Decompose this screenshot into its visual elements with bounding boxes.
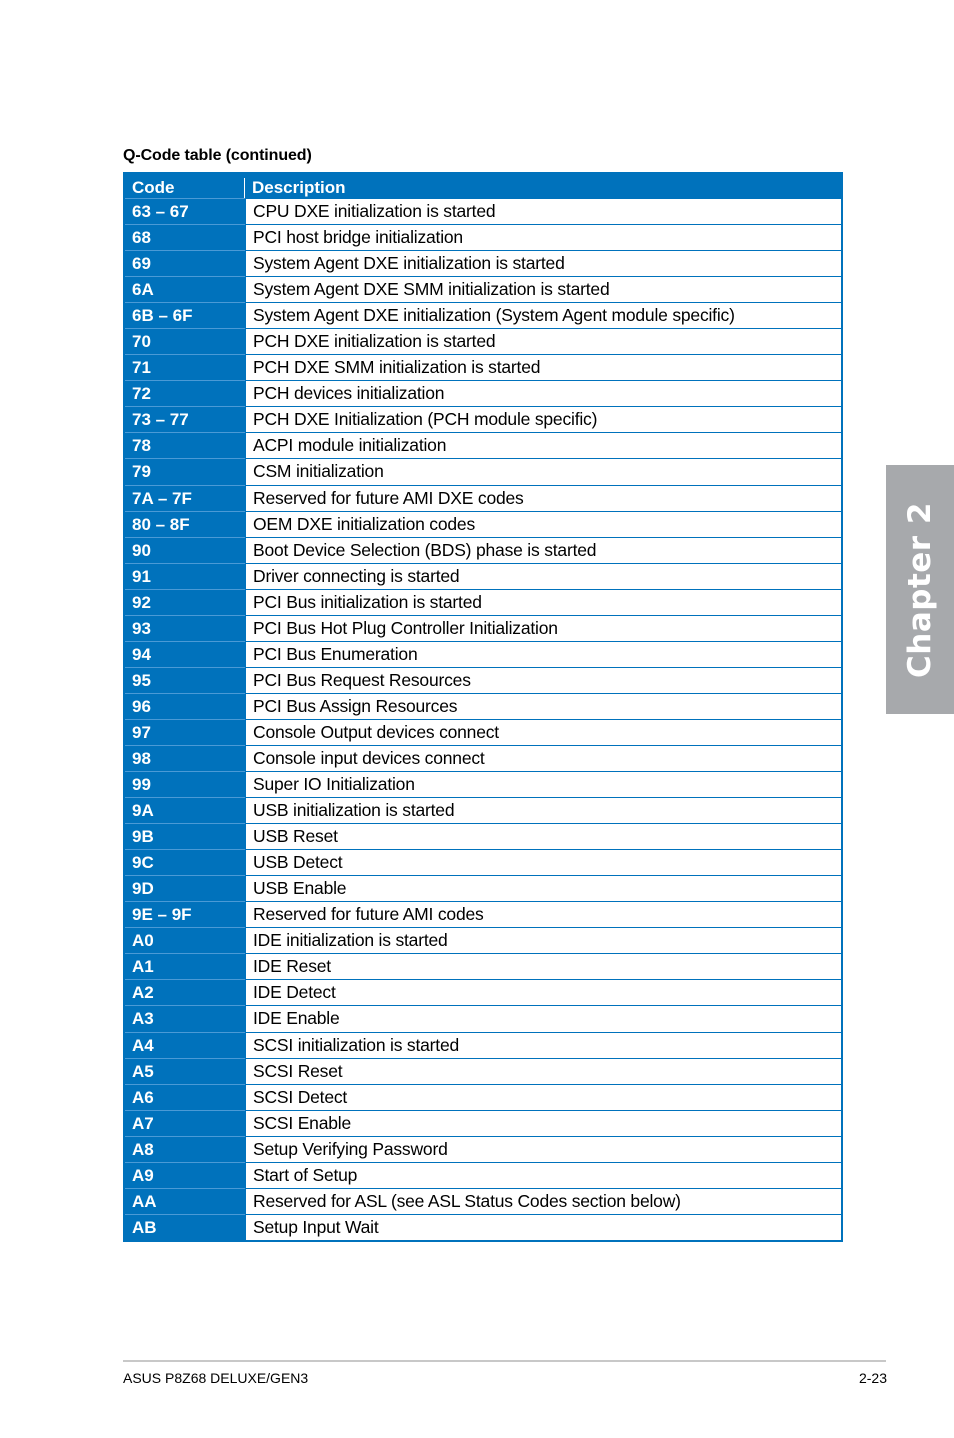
code-cell: AA: [125, 1188, 245, 1214]
code-cell: 70: [125, 328, 245, 354]
code-cell: 68: [125, 224, 245, 250]
code-cell: 9E – 9F: [125, 901, 245, 927]
table-body: [125, 198, 841, 1240]
description-cell: SCSI Detect: [245, 1084, 841, 1110]
description-cell: PCI Bus Request Resources: [245, 667, 841, 693]
table-caption: Q-Code table (continued): [123, 147, 312, 164]
description-cell: CSM initialization: [245, 458, 841, 484]
code-cell: 93: [125, 615, 245, 641]
code-cell: 78: [125, 432, 245, 458]
description-cell: USB Detect: [245, 849, 841, 875]
table-row: [125, 901, 841, 927]
code-cell: A6: [125, 1084, 245, 1110]
description-cell: USB Reset: [245, 823, 841, 849]
code-cell: A2: [125, 979, 245, 1005]
description-cell: Setup Verifying Password: [245, 1136, 841, 1162]
table-header-row: [125, 174, 841, 198]
description-cell: OEM DXE initialization codes: [245, 511, 841, 537]
code-cell: 63 – 67: [125, 198, 245, 224]
table-row: [125, 1110, 841, 1136]
table-row: [125, 406, 841, 432]
description-cell: PCI Bus initialization is started: [245, 589, 841, 615]
description-cell: PCH DXE Initialization (PCH module specific): [245, 406, 841, 432]
table-row: [125, 589, 841, 615]
table-row: [125, 1032, 841, 1058]
description-cell: Boot Device Selection (BDS) phase is started: [245, 537, 841, 563]
description-cell: SCSI Enable: [245, 1110, 841, 1136]
code-cell: 69: [125, 250, 245, 276]
header-code: Code: [125, 178, 245, 198]
code-cell: A1: [125, 953, 245, 979]
footer-divider: [123, 1360, 886, 1362]
code-cell: 95: [125, 667, 245, 693]
description-cell: IDE Enable: [245, 1005, 841, 1031]
table-row: [125, 979, 841, 1005]
code-cell: 91: [125, 563, 245, 589]
table-row: [125, 1084, 841, 1110]
description-cell: USB Enable: [245, 875, 841, 901]
table-row: [125, 1188, 841, 1214]
table-row: [125, 719, 841, 745]
code-cell: A3: [125, 1005, 245, 1031]
description-cell: PCI Bus Assign Resources: [245, 693, 841, 719]
code-cell: 6B – 6F: [125, 302, 245, 328]
description-cell: PCH devices initialization: [245, 380, 841, 406]
code-cell: A0: [125, 927, 245, 953]
qcode-table: [123, 172, 843, 1242]
code-cell: 96: [125, 693, 245, 719]
code-cell: 9B: [125, 823, 245, 849]
code-cell: 71: [125, 354, 245, 380]
code-cell: 80 – 8F: [125, 511, 245, 537]
table-row: [125, 771, 841, 797]
table-row: [125, 250, 841, 276]
description-cell: IDE Reset: [245, 953, 841, 979]
code-cell: 72: [125, 380, 245, 406]
description-cell: PCH DXE SMM initialization is started: [245, 354, 841, 380]
code-cell: 7A – 7F: [125, 485, 245, 511]
description-cell: Setup Input Wait: [245, 1214, 841, 1240]
code-cell: 94: [125, 641, 245, 667]
description-cell: SCSI initialization is started: [245, 1032, 841, 1058]
table-row: [125, 615, 841, 641]
code-cell: A5: [125, 1058, 245, 1084]
description-cell: SCSI Reset: [245, 1058, 841, 1084]
table-row: [125, 875, 841, 901]
table-row: [125, 198, 841, 224]
table-row: [125, 849, 841, 875]
description-cell: PCH DXE initialization is started: [245, 328, 841, 354]
code-cell: A8: [125, 1136, 245, 1162]
table-row: [125, 745, 841, 771]
table-row: [125, 328, 841, 354]
description-cell: CPU DXE initialization is started: [245, 198, 841, 224]
description-cell: PCI Bus Hot Plug Controller Initialization: [245, 615, 841, 641]
code-cell: 92: [125, 589, 245, 615]
table-row: [125, 823, 841, 849]
code-cell: 9C: [125, 849, 245, 875]
table-row: [125, 693, 841, 719]
footer-page-number: 2-23: [858, 1370, 887, 1386]
table-row: [125, 354, 841, 380]
code-cell: 79: [125, 458, 245, 484]
description-cell: Console Output devices connect: [245, 719, 841, 745]
table-row: [125, 641, 841, 667]
description-cell: Super IO Initialization: [245, 771, 841, 797]
code-cell: 9D: [125, 875, 245, 901]
description-cell: ACPI module initialization: [245, 432, 841, 458]
header-description: Description: [252, 178, 346, 197]
code-cell: 98: [125, 745, 245, 771]
code-cell: A4: [125, 1032, 245, 1058]
description-cell: Start of Setup: [245, 1162, 841, 1188]
table-row: [125, 1214, 841, 1240]
footer-product-name: ASUS P8Z68 DELUXE/GEN3: [123, 1370, 309, 1386]
description-cell: System Agent DXE SMM initialization is started: [245, 276, 841, 302]
code-cell: A9: [125, 1162, 245, 1188]
chapter-tab: [886, 465, 954, 714]
description-cell: PCI Bus Enumeration: [245, 641, 841, 667]
table-row: [125, 224, 841, 250]
chapter-label: Chapter 2: [902, 501, 938, 678]
table-row: [125, 1162, 841, 1188]
description-cell: Reserved for ASL (see ASL Status Codes section below): [245, 1188, 841, 1214]
description-cell: PCI host bridge initialization: [245, 224, 841, 250]
code-cell: 6A: [125, 276, 245, 302]
description-cell: USB initialization is started: [245, 797, 841, 823]
table-row: [125, 1005, 841, 1031]
table-row: [125, 511, 841, 537]
code-cell: AB: [125, 1214, 245, 1240]
description-cell: Reserved for future AMI codes: [245, 901, 841, 927]
table-row: [125, 667, 841, 693]
description-cell: IDE initialization is started: [245, 927, 841, 953]
code-cell: 73 – 77: [125, 406, 245, 432]
table-row: [125, 276, 841, 302]
description-cell: Reserved for future AMI DXE codes: [245, 485, 841, 511]
table-row: [125, 927, 841, 953]
table-row: [125, 797, 841, 823]
table-row: [125, 432, 841, 458]
code-cell: 97: [125, 719, 245, 745]
description-cell: Driver connecting is started: [245, 563, 841, 589]
description-cell: IDE Detect: [245, 979, 841, 1005]
table-row: [125, 953, 841, 979]
table-row: [125, 563, 841, 589]
description-cell: System Agent DXE initialization (System Agent module specific): [245, 302, 841, 328]
table-row: [125, 380, 841, 406]
table-row: [125, 1136, 841, 1162]
table-row: [125, 302, 841, 328]
code-cell: 99: [125, 771, 245, 797]
description-cell: System Agent DXE initialization is started: [245, 250, 841, 276]
table-row: [125, 1058, 841, 1084]
table-row: [125, 537, 841, 563]
table-row: [125, 485, 841, 511]
code-cell: 90: [125, 537, 245, 563]
code-cell: A7: [125, 1110, 245, 1136]
code-cell: 9A: [125, 797, 245, 823]
description-cell: Console input devices connect: [245, 745, 841, 771]
table-row: [125, 458, 841, 484]
